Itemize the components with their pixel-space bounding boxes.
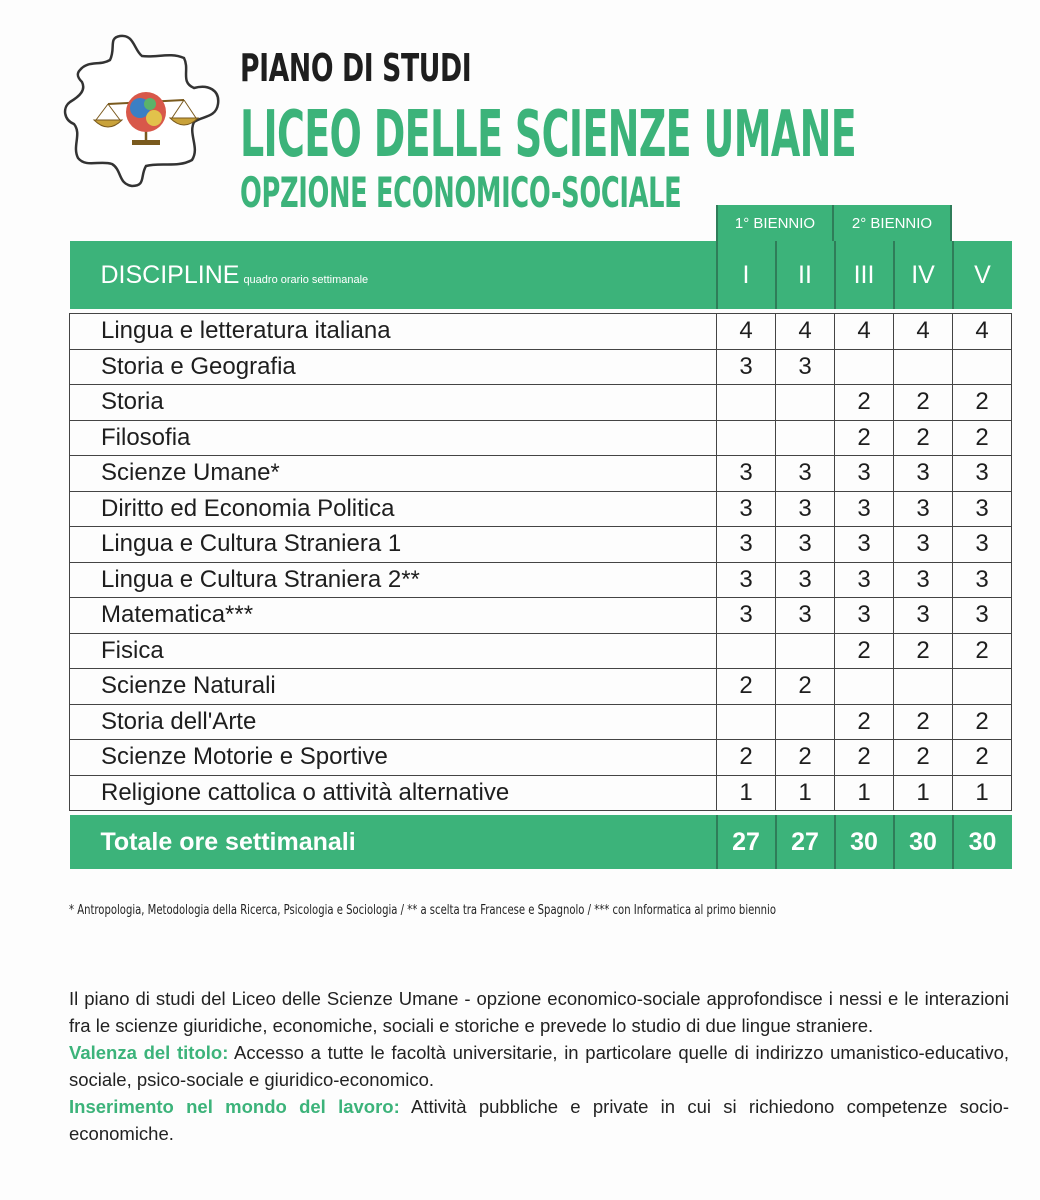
table-row [70,491,1012,527]
hours-cell [717,385,776,421]
hours-cell: 3 [717,349,776,385]
hours-cell: 2 [717,740,776,776]
hours-cell: 2 [776,669,835,705]
hours-cell: 2 [953,633,1012,669]
subject-name: Fisica [70,633,717,669]
hours-cell [717,704,776,740]
hours-cell [776,420,835,456]
table-row [70,740,1012,776]
hours-cell: 3 [717,527,776,563]
subject-name: Lingua e letteratura italiana [70,314,717,350]
total-hours: 30 [835,815,894,869]
valenza-text: Accesso a tutte le facoltà universitarie, in particolare quelle di indirizzo umanistico-educativo, sociale, psico-sociale e giuridico-economico. [69,1042,1009,1090]
hours-cell: 2 [953,385,1012,421]
hours-cell [776,385,835,421]
lavoro-label: Inserimento nel mondo del lavoro: [69,1096,400,1117]
page-subtitle: OPZIONE ECONOMICO-SOCIALE [240,168,682,217]
hours-cell: 2 [894,633,953,669]
hours-cell: 3 [717,491,776,527]
hours-cell: 3 [835,527,894,563]
hours-cell [953,349,1012,385]
table-row [70,704,1012,740]
hours-cell: 3 [894,491,953,527]
hours-cell: 3 [776,527,835,563]
hours-cell: 2 [835,633,894,669]
hours-cell [717,420,776,456]
table-row [70,349,1012,385]
year-header: V [953,241,1012,309]
hours-cell: 2 [717,669,776,705]
hours-cell [953,669,1012,705]
hours-cell: 2 [894,704,953,740]
year-header: III [835,241,894,309]
lavoro-text: Attività pubbliche e private in cui si richiedono competenze socio-economiche. [69,1096,1009,1144]
hours-cell [835,669,894,705]
hours-cell: 3 [953,491,1012,527]
hours-cell: 3 [776,349,835,385]
hours-cell: 4 [776,314,835,350]
hours-cell: 4 [717,314,776,350]
discipline-note: quadro orario settimanale [243,273,369,286]
hours-cell: 4 [835,314,894,350]
subject-name: Storia e Geografia [70,349,717,385]
hours-cell: 2 [953,420,1012,456]
hours-cell: 2 [894,385,953,421]
hours-cell: 3 [894,527,953,563]
hours-cell [717,633,776,669]
hours-cell: 1 [953,775,1012,811]
table-row [70,669,1012,705]
hours-cell: 2 [953,704,1012,740]
hours-cell [894,349,953,385]
hours-cell: 1 [894,775,953,811]
hours-cell: 2 [776,740,835,776]
page-title: LICEO DELLE SCIENZE UMANE [240,98,857,172]
hours-cell: 3 [717,598,776,634]
hours-cell: 3 [776,562,835,598]
table-row [70,420,1012,456]
table-row [70,562,1012,598]
hours-cell: 3 [953,562,1012,598]
hours-cell: 3 [953,527,1012,563]
table-row [70,456,1012,492]
subject-name: Lingua e Cultura Straniera 1 [70,527,717,563]
subject-name: Scienze Naturali [70,669,717,705]
footnote: * Antropologia, Metodologia della Ricerca, Psicologia e Sociologia / ** a scelta tra Francese e Spagnolo / *** con Informatica al primo biennio [69,903,777,918]
hours-cell: 3 [894,562,953,598]
hours-cell: 3 [835,491,894,527]
hours-cell [894,669,953,705]
total-label: Totale ore settimanali [70,815,717,869]
page-kicker: PIANO DI STUDI [240,46,472,90]
subject-name: Storia [70,385,717,421]
hours-cell: 3 [894,598,953,634]
subject-name: Scienze Umane* [70,456,717,492]
hours-cell: 2 [835,385,894,421]
table-row [70,633,1012,669]
description [69,985,1009,1147]
hours-cell [776,704,835,740]
subject-name: Filosofia [70,420,717,456]
hours-cell: 3 [776,598,835,634]
hours-cell: 2 [835,740,894,776]
hours-cell: 1 [835,775,894,811]
hours-cell: 2 [835,704,894,740]
hours-cell: 3 [835,562,894,598]
table-row [70,775,1012,811]
year-header: IV [894,241,953,309]
hours-cell: 1 [776,775,835,811]
hours-cell [835,349,894,385]
year-header: I [717,241,776,309]
hours-cell [776,633,835,669]
total-hours: 30 [894,815,953,869]
subject-name: Storia dell'Arte [70,704,717,740]
description-intro: Il piano di studi del Liceo delle Scienze Umane - opzione economico-sociale approfondisce i nessi e le interazioni fra le scienze giuridiche, economiche, sociali e storiche e prevede lo studio di due lingue straniere. [69,988,1009,1036]
study-plan-table [69,241,1012,869]
table-row [70,598,1012,634]
subject-name: Scienze Motorie e Sportive [70,740,717,776]
subject-name: Religione cattolica o attività alternative [70,775,717,811]
hours-cell: 3 [835,598,894,634]
hours-cell: 3 [953,456,1012,492]
description-valenza [69,1039,1009,1093]
description-lavoro [69,1093,1009,1147]
total-hours: 27 [776,815,835,869]
total-hours: 30 [953,815,1012,869]
total-hours: 27 [717,815,776,869]
hours-cell: 3 [717,456,776,492]
hours-cell: 2 [835,420,894,456]
subject-name: Lingua e Cultura Straniera 2** [70,562,717,598]
hours-cell: 2 [953,740,1012,776]
valenza-label: Valenza del titolo: [69,1042,229,1063]
hours-cell: 4 [894,314,953,350]
hours-cell: 1 [717,775,776,811]
puzzle-piece-with-scales-logo [60,30,225,190]
hours-cell: 2 [894,740,953,776]
year-header: II [776,241,835,309]
table-row [70,314,1012,350]
hours-cell: 3 [835,456,894,492]
table-header [70,241,1012,309]
biennio-1-label: 1° BIENNIO [716,205,834,241]
discipline-label: DISCIPLINE [100,260,240,289]
subject-rows [70,314,1012,811]
hours-cell: 3 [717,562,776,598]
hours-cell: 3 [776,491,835,527]
subject-name: Diritto ed Economia Politica [70,491,717,527]
discipline-header [70,241,717,309]
hours-cell: 3 [953,598,1012,634]
hours-cell: 3 [776,456,835,492]
hours-cell: 2 [894,420,953,456]
table-row [70,385,1012,421]
total-row [70,815,1012,869]
hours-cell: 4 [953,314,1012,350]
subject-name: Matematica*** [70,598,717,634]
hours-cell: 3 [894,456,953,492]
biennio-2-label: 2° BIENNIO [834,205,952,241]
table-row [70,527,1012,563]
